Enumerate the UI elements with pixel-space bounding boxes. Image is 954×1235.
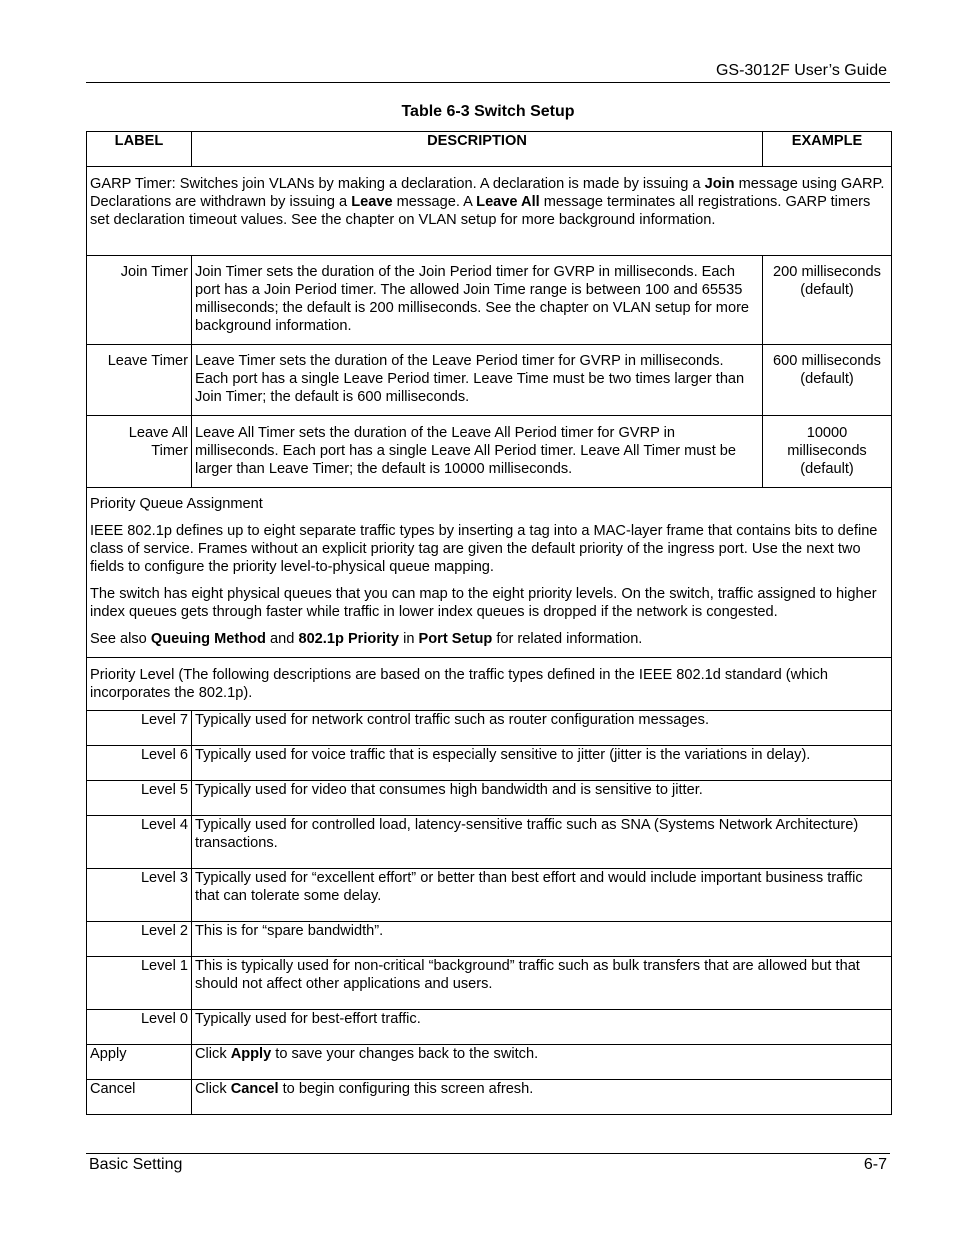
cancel-description: Click Cancel to begin configuring this screen afresh. (192, 1080, 892, 1115)
table-row (87, 345, 892, 416)
priority-queue-paragraph: The switch has eight physical queues that you can map to the eight priority levels. On the switch, traffic assigned to higher index queues gets through faster while traffic in lower index queues is dropped if the network is congested. (90, 586, 877, 620)
level-description: Typically used for network control traffic such as router configuration messages. (192, 711, 892, 746)
table-row-level (87, 922, 892, 957)
table-row-priority-queue (87, 488, 892, 658)
priority-queue-section (87, 488, 892, 658)
level-label: Level 0 (87, 1010, 192, 1045)
level-description: This is typically used for non-critical “background” traffic such as bulk transfers that are allowed but that should not affect other applications and users. (192, 957, 892, 1010)
table-row (87, 416, 892, 488)
row-example: 200 milliseconds (default) (763, 256, 892, 345)
page-footer (86, 1153, 890, 1173)
priority-queue-see-also: See also Queuing Method and 802.1p Priority in Port Setup for related information. (90, 631, 643, 647)
table-row-level (87, 957, 892, 1010)
page-header (86, 60, 890, 83)
table-caption: Table 6-3 Switch Setup (401, 103, 575, 120)
level-label: Level 5 (87, 781, 192, 816)
guide-title: GS-3012F User’s Guide (715, 62, 887, 79)
row-example: 10000 milliseconds (default) (763, 416, 892, 488)
table-row-cancel (87, 1080, 892, 1115)
level-label: Level 6 (87, 746, 192, 781)
level-description: Typically used for video that consumes high bandwidth and is sensitive to jitter. (192, 781, 892, 816)
row-description: Leave All Timer sets the duration of the Leave All Period timer for GVRP in milliseconds. Each port has a single Leave All Period timer. Leave All Timer must be larger than Leave Timer; the default is 10000 milliseconds. (192, 416, 763, 488)
row-label: Leave All Timer (87, 416, 192, 488)
footer-page-number: 6-7 (863, 1156, 887, 1173)
level-description: Typically used for voice traffic that is especially sensitive to jitter (jitter is the variations in delay). (192, 746, 892, 781)
table-row-level (87, 869, 892, 922)
priority-queue-title: Priority Queue Assignment (90, 496, 263, 512)
level-label: Level 7 (87, 711, 192, 746)
footer-section: Basic Setting (89, 1156, 183, 1173)
row-label: Join Timer (87, 256, 192, 345)
row-description: Leave Timer sets the duration of the Leave Period timer for GVRP in milliseconds. Each port has a single Leave Period timer. Leave Time must be two times larger than Join Timer; the default is 600 milliseconds. (192, 345, 763, 416)
level-description: Typically used for “excellent effort” or better than best effort and would include important business traffic that can tolerate some delay. (192, 869, 892, 922)
apply-label: Apply (87, 1045, 192, 1080)
cancel-label: Cancel (87, 1080, 192, 1115)
level-label: Level 2 (87, 922, 192, 957)
garp-description: GARP Timer: Switches join VLANs by making a declaration. A declaration is made by issuing a Join message using GARP. Declarations are withdrawn by issuing a Leave message. A Leave All message terminates all registrations. GARP timers set declaration timeout values. See the chapter on VLAN setup for more background information. (87, 167, 892, 256)
level-label: Level 1 (87, 957, 192, 1010)
table-header-row (87, 132, 892, 167)
level-description: Typically used for best-effort traffic. (192, 1010, 892, 1045)
table-row-garp (87, 167, 892, 256)
table-row-apply (87, 1045, 892, 1080)
level-label: Level 4 (87, 816, 192, 869)
table-row-level (87, 711, 892, 746)
table-row-level (87, 816, 892, 869)
row-label: Leave Timer (87, 345, 192, 416)
level-label: Level 3 (87, 869, 192, 922)
row-description: Join Timer sets the duration of the Join Period timer for GVRP in milliseconds. Each port has a Join Period timer. The allowed Join Time range is between 100 and 65535 milliseconds; the default is 200 milliseconds. See the chapter on VLAN setup for more background information. (192, 256, 763, 345)
apply-description: Click Apply to save your changes back to the switch. (192, 1045, 892, 1080)
switch-setup-table (86, 131, 892, 1115)
table-row (87, 256, 892, 345)
priority-queue-paragraph: IEEE 802.1p defines up to eight separate traffic types by inserting a tag into a MAC-layer frame that contains bits to define class of service. Frames without an explicit priority tag are given the default priority of the ingress port. Use the next two fields to configure the priority level-to-physical queue mapping. (90, 523, 878, 575)
column-header-description: DESCRIPTION (192, 132, 763, 167)
table-row-level (87, 746, 892, 781)
level-description: Typically used for controlled load, latency-sensitive traffic such as SNA (Systems Network Architecture) transactions. (192, 816, 892, 869)
table-row-level (87, 781, 892, 816)
column-header-label: LABEL (87, 132, 192, 167)
table-row-priority-level (87, 658, 892, 711)
column-header-example: EXAMPLE (763, 132, 892, 167)
level-description: This is for “spare bandwidth”. (192, 922, 892, 957)
table-row-level (87, 1010, 892, 1045)
row-example: 600 milliseconds (default) (763, 345, 892, 416)
priority-level-intro: Priority Level (The following descriptions are based on the traffic types defined in the IEEE 802.1d standard (which incorporates the 802.1p). (87, 658, 892, 711)
